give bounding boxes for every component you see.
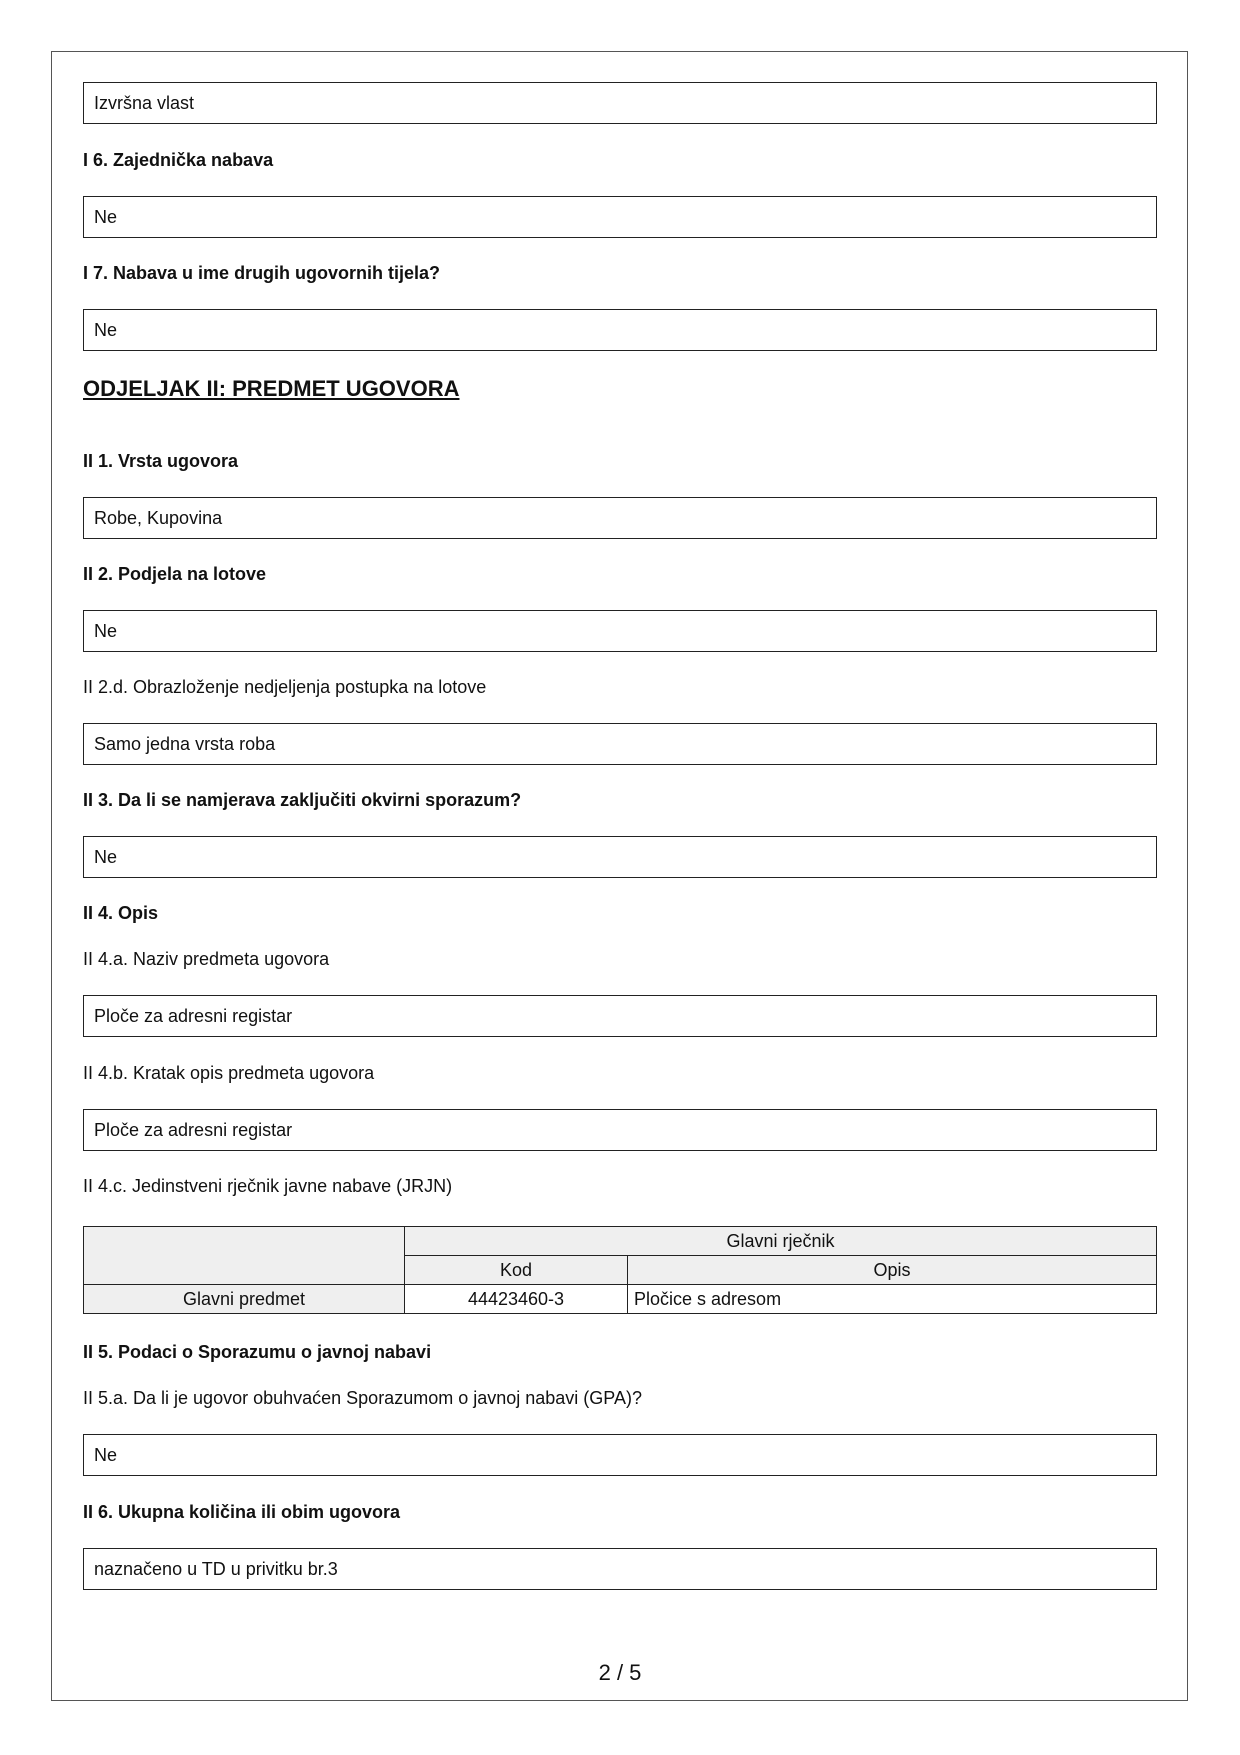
i7-value: Ne: [83, 309, 1157, 351]
i6-label: I 6. Zajednička nabava: [83, 150, 274, 170]
authority-type-value: Izvršna vlast: [83, 82, 1157, 124]
i7-label: I 7. Nabava u ime drugih ugovornih tijela?: [83, 263, 441, 283]
jrjn-empty-header: [84, 1227, 405, 1285]
ii4a-value: Ploče za adresni registar: [83, 995, 1157, 1037]
ii1-label: II 1. Vrsta ugovora: [83, 451, 239, 471]
page-number: 2 / 5: [598, 1660, 642, 1685]
ii5a-label: II 5.a. Da li je ugovor obuhvaćen Sporazumom o javnoj nabavi (GPA)?: [83, 1388, 642, 1408]
ii1-value: Robe, Kupovina: [83, 497, 1157, 539]
jrjn-col-opis: Opis: [628, 1256, 1157, 1285]
ii4b-label: II 4.b. Kratak opis predmeta ugovora: [83, 1063, 375, 1083]
jrjn-table: [83, 1226, 1157, 1314]
jrjn-row-opis: Pločice s adresom: [628, 1285, 1157, 1314]
ii3-label: II 3. Da li se namjerava zaključiti okvirni sporazum?: [83, 790, 522, 810]
jrjn-col-kod: Kod: [405, 1256, 628, 1285]
section-title: ODJELJAK II: PREDMET UGOVORA: [83, 376, 460, 401]
ii4b-value: Ploče za adresni registar: [83, 1109, 1157, 1151]
ii3-value: Ne: [83, 836, 1157, 878]
ii2d-value: Samo jedna vrsta roba: [83, 723, 1157, 765]
ii4a-label: II 4.a. Naziv predmeta ugovora: [83, 949, 330, 969]
jrjn-row-label: Glavni predmet: [84, 1285, 405, 1314]
ii2-value: Ne: [83, 610, 1157, 652]
ii6-value: naznačeno u TD u privitku br.3: [83, 1548, 1157, 1590]
table-row: [84, 1285, 1157, 1314]
ii2-label: II 2. Podjela na lotove: [83, 564, 267, 584]
ii4c-label: II 4.c. Jedinstveni rječnik javne nabave (JRJN): [83, 1176, 453, 1196]
ii5a-value: Ne: [83, 1434, 1157, 1476]
jrjn-group-header: Glavni rječnik: [405, 1227, 1157, 1256]
i6-value: Ne: [83, 196, 1157, 238]
ii2d-label: II 2.d. Obrazloženje nedjeljenja postupka na lotove: [83, 677, 487, 697]
ii6-label: II 6. Ukupna količina ili obim ugovora: [83, 1502, 401, 1522]
jrjn-row-kod: 44423460-3: [405, 1285, 628, 1314]
ii5-label: II 5. Podaci o Sporazumu o javnoj nabavi: [83, 1342, 432, 1362]
ii4-label: II 4. Opis: [83, 903, 159, 923]
